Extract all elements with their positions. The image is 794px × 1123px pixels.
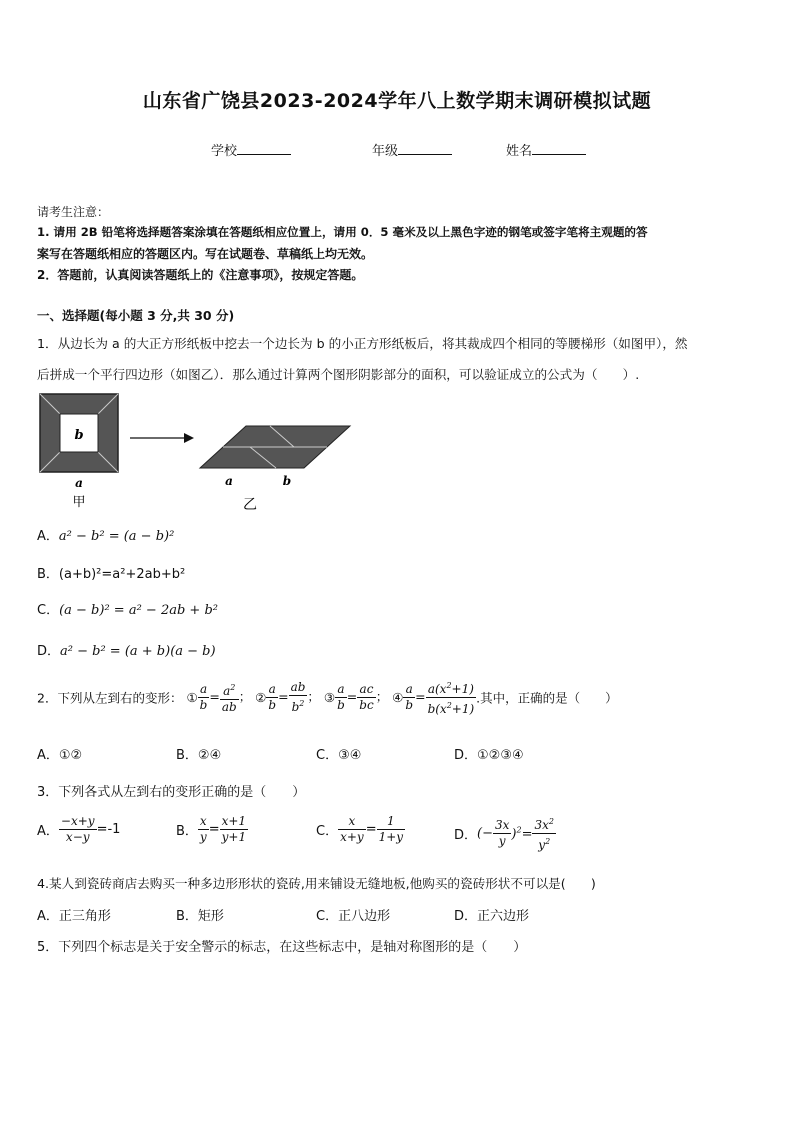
jia-label-a: a: [75, 476, 83, 490]
q1-option-d-expr: a² − b² = (a + b)(a − b): [60, 644, 216, 659]
q1-option-d[interactable]: [37, 640, 216, 659]
grade-label: 年级: [372, 144, 399, 159]
q3-frac-d2: $\frac{3x^2}{y^2}$: [532, 814, 556, 853]
notice-heading: 请考生注意：: [37, 205, 110, 219]
q4-option-c[interactable]: C．正八边形: [316, 909, 391, 924]
q1-stem-line1: 1．从边长为 a 的大正方形纸板中挖去一个边长为 b 的小正方形纸板后，将其裁成四个相同的等腰梯形（如图甲），然: [37, 336, 688, 351]
q1-stem-line2: 后拼成一个平行四边形（如图乙）．那么通过计算两个图形阴影部分的面积，可以验证成立的公式为（ ）.: [37, 367, 640, 382]
q4-option-d[interactable]: D．正六边形: [454, 909, 530, 924]
q1-option-a-expr: a² − b² = (a − b)²: [58, 529, 175, 544]
q2-option-b[interactable]: B．②④: [176, 748, 222, 763]
q3-option-d[interactable]: D．(− $\frac{3x}{y}$ )$^2$= $\frac{3x^2}{y^2}$: [454, 814, 556, 853]
q2-frac-4b: $\frac{a(x^2+1)}{b(x^2+1)}$: [426, 678, 477, 717]
q3-frac-c2: $\frac{1}{1+y}$: [378, 814, 404, 844]
yi-caption: 乙: [243, 497, 257, 513]
q3-frac-c1: $\frac{x}{x+y}$: [340, 814, 364, 844]
grade-blank: [398, 142, 452, 155]
q2-marker-1: ①: [186, 690, 198, 705]
q4-option-b[interactable]: B．矩形: [176, 909, 224, 924]
q2-option-a[interactable]: A．①②: [37, 748, 83, 763]
q3-option-b-label: B．: [176, 824, 198, 839]
q1-option-a[interactable]: [37, 525, 174, 544]
q1-option-c[interactable]: [37, 599, 218, 618]
q3-option-d-label: D．: [454, 828, 478, 843]
q1-option-c-label: C．: [37, 603, 60, 618]
q2-option-c[interactable]: C．③④: [316, 748, 362, 763]
q2-marker-2: ②: [255, 690, 267, 705]
q2-frac-2b: $\frac{ab}{b^2}$: [290, 680, 306, 714]
school-label: 学校: [211, 144, 238, 159]
q2-marker-4: ④: [392, 690, 404, 705]
q1-option-a-label: A．: [37, 529, 59, 544]
yi-label-a: a: [225, 474, 233, 488]
figure-jia: [38, 392, 128, 512]
section-heading: 一、选择题(每小题 3 分,共 30 分): [37, 308, 235, 323]
q3-option-b[interactable]: B． $\frac{x}{y}$ = $\frac{x+1}{y+1}$: [176, 814, 247, 844]
q3-frac-b2: $\frac{x+1}{y+1}$: [221, 814, 247, 844]
q2-frac-3b: $\frac{ac}{bc}$: [359, 682, 374, 712]
page-title: 山东省广饶县2023-2024学年八上数学期末调研模拟试题: [142, 90, 652, 112]
figure-yi: [198, 424, 354, 514]
q2-frac-1b: $\frac{a^2}{ab}$: [220, 680, 239, 715]
q2-option-d[interactable]: D．①②③④: [454, 748, 524, 763]
q3-option-a[interactable]: [37, 814, 120, 845]
arrow-icon: [128, 430, 196, 446]
q1-option-c-expr: (a − b)² = a² − 2ab + b²: [59, 603, 218, 618]
notice-item1-line2: 案写在答题纸相应的答题区内。写在试题卷、草稿纸上均无效。: [37, 247, 374, 261]
q4-option-a[interactable]: A．正三角形: [37, 909, 111, 924]
q2-stem: 2．下列从左到右的变形： ① $\frac{a}{b}$ = $\frac{a^2}{ab}$ ； ② $\frac{a}{b}$ = $\frac{ab}{b^2}$ ； ③ $\frac{a}{b}$ = $\frac{ac}{bc}$ ； ④ $\frac{a}{b}$ = $\frac{a(x^2+1)}{b(x^2+1)}$ .其中，正确的是（ ）: [37, 680, 618, 716]
q2-frac-4a: $\frac{a}{b}$: [405, 682, 414, 712]
name-field: [506, 140, 586, 159]
q2-stem-tail: .其中，正确的是（ ）: [476, 690, 618, 706]
q2-stem-text: 2．下列从左到右的变形：: [37, 690, 183, 706]
notice-item1-line1: 1. 请用 2B 铅笔将选择题答案涂填在答题纸相应位置上，请用 0．5 毫米及以上黑色字迹的钢笔或签字笔将主观题的答: [37, 225, 648, 239]
q4-stem: 4.某人到瓷砖商店去购买一种多边形形状的瓷砖,用来铺设无缝地板,他购买的瓷砖形状不可以是( ): [37, 876, 596, 891]
q2-marker-3: ③: [323, 690, 336, 705]
q3-option-c[interactable]: C． $\frac{x}{x+y}$ = $\frac{1}{1+y}$: [316, 814, 404, 844]
school-blank: [237, 142, 291, 155]
school-field: [211, 140, 291, 159]
q3-option-a-tail: =-1: [96, 822, 121, 837]
jia-caption: 甲: [72, 495, 86, 510]
q5-stem: 5．下列四个标志是关于安全警示的标志，在这些标志中，是轴对称图形的是（ ）: [37, 940, 527, 955]
q1-option-b[interactable]: B．(a+b)²=a²+2ab+b²: [37, 567, 186, 582]
q3-option-c-label: C．: [316, 824, 339, 839]
grade-field: [372, 140, 452, 159]
q3-frac-a: $\frac{-x+y}{x-y}$: [60, 814, 95, 844]
q3-stem: 3．下列各式从左到右的变形正确的是（ ）: [37, 785, 306, 800]
name-label: 姓名: [506, 144, 533, 159]
jia-label-b: b: [74, 428, 84, 443]
notice-item2: 2．答题前，认真阅读答题纸上的《注意事项》，按规定答题。: [37, 268, 364, 282]
q2-frac-1a: $\frac{a}{b}$: [199, 682, 208, 712]
yi-label-b: b: [282, 474, 292, 488]
q2-frac-2a: $\frac{a}{b}$: [268, 682, 277, 712]
q3-frac-d1: $\frac{3x}{y}$: [494, 818, 510, 848]
name-blank: [532, 142, 586, 155]
q3-option-a-label: A．: [37, 824, 59, 839]
q3-frac-b1: $\frac{x}{y}$: [199, 814, 207, 844]
q2-frac-3a: $\frac{a}{b}$: [337, 682, 345, 712]
q1-option-d-label: D．: [37, 644, 61, 659]
